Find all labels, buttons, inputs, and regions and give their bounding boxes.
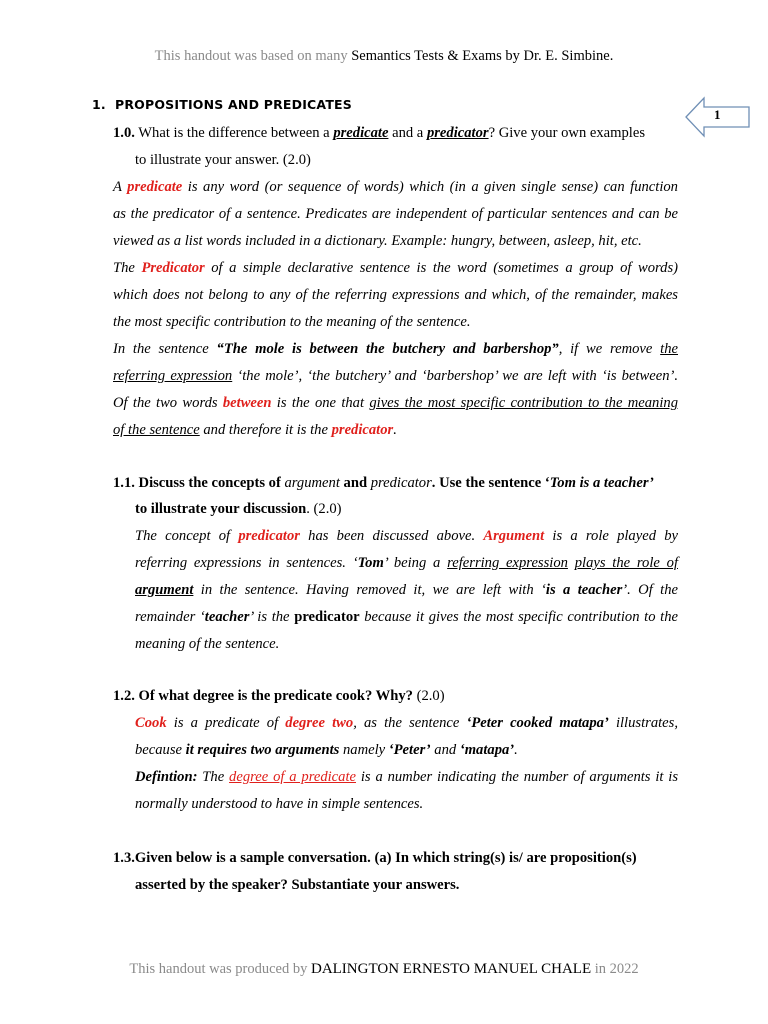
highlight-between: between: [222, 395, 272, 411]
question-1-0-line2: to illustrate your answer. (2.0): [135, 152, 311, 168]
question-text: What is the difference between a: [134, 125, 334, 141]
bold-text: ‘matapa’: [459, 742, 515, 758]
definition-line: [135, 768, 678, 786]
underlined-text: gives the most specific contribution to the meaning: [369, 395, 678, 411]
footer-prefix: This handout was produced by: [129, 961, 311, 977]
answer-text: of a simple declarative sentence is the word (sometimes a group of words): [204, 260, 678, 276]
definition-label: Defintion:: [135, 769, 198, 785]
page-header: [0, 48, 768, 65]
answer-text: is a predicate of: [166, 715, 286, 731]
question-1-2: [113, 687, 445, 705]
question-text: Of what degree is the predicate cook? Why?: [134, 688, 413, 704]
highlight-degree-two: degree two: [285, 715, 354, 731]
header-highlight: Semantics Tests & Exams by Dr. E. Simbine.: [351, 48, 614, 64]
answer-text: is any word (or sequence of words) which (in a given single sense) can function: [182, 179, 678, 195]
answer-text: The: [113, 260, 142, 276]
highlight-argument: Argument: [483, 528, 545, 544]
section-number: 1.: [92, 97, 106, 112]
answer-text: In the sentence: [113, 341, 217, 357]
answer-text: is a role played by: [544, 528, 678, 544]
bold-text: teacher: [204, 609, 250, 625]
answer-text: ’. Of the: [622, 582, 678, 598]
answer-text: and: [430, 742, 460, 758]
question-number: 1.1.: [113, 475, 135, 491]
answer-text: .: [514, 742, 518, 758]
example-sentence: “The mole is between the butchery and barbershop”: [216, 341, 559, 357]
question-points: . (2.0): [306, 501, 342, 517]
definition-line: normally understood to have in simple sentences.: [135, 796, 424, 812]
answer-text: and therefore it is the: [199, 422, 332, 438]
answer-text: .: [393, 422, 397, 438]
keyword-predicator: predicator: [370, 475, 432, 491]
answer-text: remainder ‘: [135, 609, 205, 625]
answer-1-1-line: [135, 608, 678, 626]
page-number-arrow: [684, 96, 752, 138]
answer-1-0-line: the most specific contribution to the meaning of the sentence.: [113, 314, 471, 330]
bold-text: predicator: [294, 609, 360, 625]
answer-text: in the sentence. Having removed it, we are left with ‘: [193, 582, 546, 598]
underlined-text: referring expression: [447, 555, 568, 571]
bold-text: ‘Peter’: [388, 742, 431, 758]
answer-text: , if we remove: [558, 341, 661, 357]
bold-text: it requires two arguments: [185, 742, 340, 758]
highlight-predicate: predicate: [127, 179, 183, 195]
page-number: 1: [714, 107, 721, 122]
example-sentence: ‘Peter cooked matapa’: [466, 715, 609, 731]
bold-text: Tom: [357, 555, 384, 571]
underlined-text: the: [660, 341, 678, 357]
answer-1-0-line: [113, 259, 678, 277]
answer-text: illustrates,: [608, 715, 678, 731]
question-text: and a: [388, 125, 427, 141]
footer-author: DALINGTON ERNESTO MANUEL CHALE: [310, 961, 592, 977]
question-1-1-line2: [135, 500, 342, 518]
answer-text: because it gives the most specific contribution to the: [359, 609, 679, 625]
answer-1-1-line: meaning of the sentence.: [135, 636, 280, 652]
highlight-cook: Cook: [135, 715, 167, 731]
keyword-predicate: predicate: [333, 125, 389, 141]
answer-text: referring expressions in sentences. ‘: [135, 555, 358, 571]
answer-text: is a number indicating the number of arguments it is: [356, 769, 679, 785]
section-title-text: PROPOSITIONS AND PREDICATES: [114, 97, 353, 112]
answer-text: because: [135, 742, 186, 758]
question-number: 1.0.: [113, 125, 135, 141]
answer-1-0-line: which does not belong to any of the referring expressions and which, of the remainder, makes: [113, 287, 678, 303]
answer-1-0-line: [113, 178, 678, 196]
answer-1-1-line: [135, 527, 678, 545]
footer-suffix: in 2022: [591, 961, 639, 977]
question-points: (2.0): [412, 688, 445, 704]
question-text: and: [339, 475, 371, 491]
answer-text: ’ is the: [249, 609, 295, 625]
underlined-text: referring expression: [113, 368, 233, 384]
answer-text: has been discussed above.: [299, 528, 484, 544]
answer-1-1-line: [135, 581, 678, 599]
keyword-predicator: predicator: [426, 125, 489, 141]
answer-text: The concept of: [135, 528, 239, 544]
answer-text: Of the two words: [113, 395, 223, 411]
answer-1-0-line: [113, 367, 678, 385]
answer-1-0-line: viewed as a list words included in a dictionary. Example: hungry, between, asleep, hit, etc.: [113, 233, 642, 249]
highlight-predicator: predicator: [238, 528, 300, 544]
question-1-3: 1.3.Given below is a sample conversation. (a) In which string(s) is/ are proposition(s): [113, 850, 637, 866]
answer-1-0-line: [113, 340, 678, 358]
underlined-text: plays the role of: [574, 555, 678, 571]
answer-text: ’ being a: [383, 555, 448, 571]
answer-1-2-line: [135, 714, 678, 732]
section-title: [92, 96, 352, 114]
answer-text: The: [197, 769, 230, 785]
question-1-1: [113, 474, 654, 492]
header-prefix: This handout was based on many: [154, 48, 352, 64]
highlight-predicator: Predicator: [141, 260, 205, 276]
answer-1-1-line: [135, 554, 678, 572]
underlined-bold-text: argument: [135, 582, 194, 598]
underlined-text: of the sentence: [113, 422, 200, 438]
question-text: ? Give your own examples: [488, 125, 645, 141]
answer-text: namely: [339, 742, 389, 758]
answer-1-2-line: [135, 741, 518, 759]
question-text: Discuss the concepts of: [134, 475, 285, 491]
page-footer: [0, 961, 768, 978]
highlight-degree-of-predicate: degree of a predicate: [229, 769, 356, 785]
answer-1-0-line: [113, 394, 678, 412]
answer-1-0-line: [113, 421, 397, 439]
question-text: . Use the sentence ‘: [431, 475, 550, 491]
question-1-0: [113, 124, 645, 142]
answer-text: A: [113, 179, 128, 195]
question-1-3-line2: asserted by the speaker? Substantiate your answers.: [135, 877, 460, 893]
example-sentence: Tom is a teacher’: [549, 475, 654, 491]
keyword-argument: argument: [284, 475, 340, 491]
highlight-predicator: predicator: [331, 422, 394, 438]
question-text: to illustrate your discussion: [135, 501, 307, 517]
answer-text: is the one that: [271, 395, 370, 411]
answer-1-0-line: as the predicator of a sentence. Predicates are independent of particular sentences and can be: [113, 206, 678, 222]
question-number: 1.2.: [113, 688, 135, 704]
bold-text: is a teacher: [545, 582, 623, 598]
answer-text: [568, 555, 575, 571]
answer-text: , as the sentence: [353, 715, 467, 731]
answer-text: ‘the mole’, ‘the butchery’ and ‘barbershop’ we are left with ‘is between’.: [232, 368, 678, 384]
